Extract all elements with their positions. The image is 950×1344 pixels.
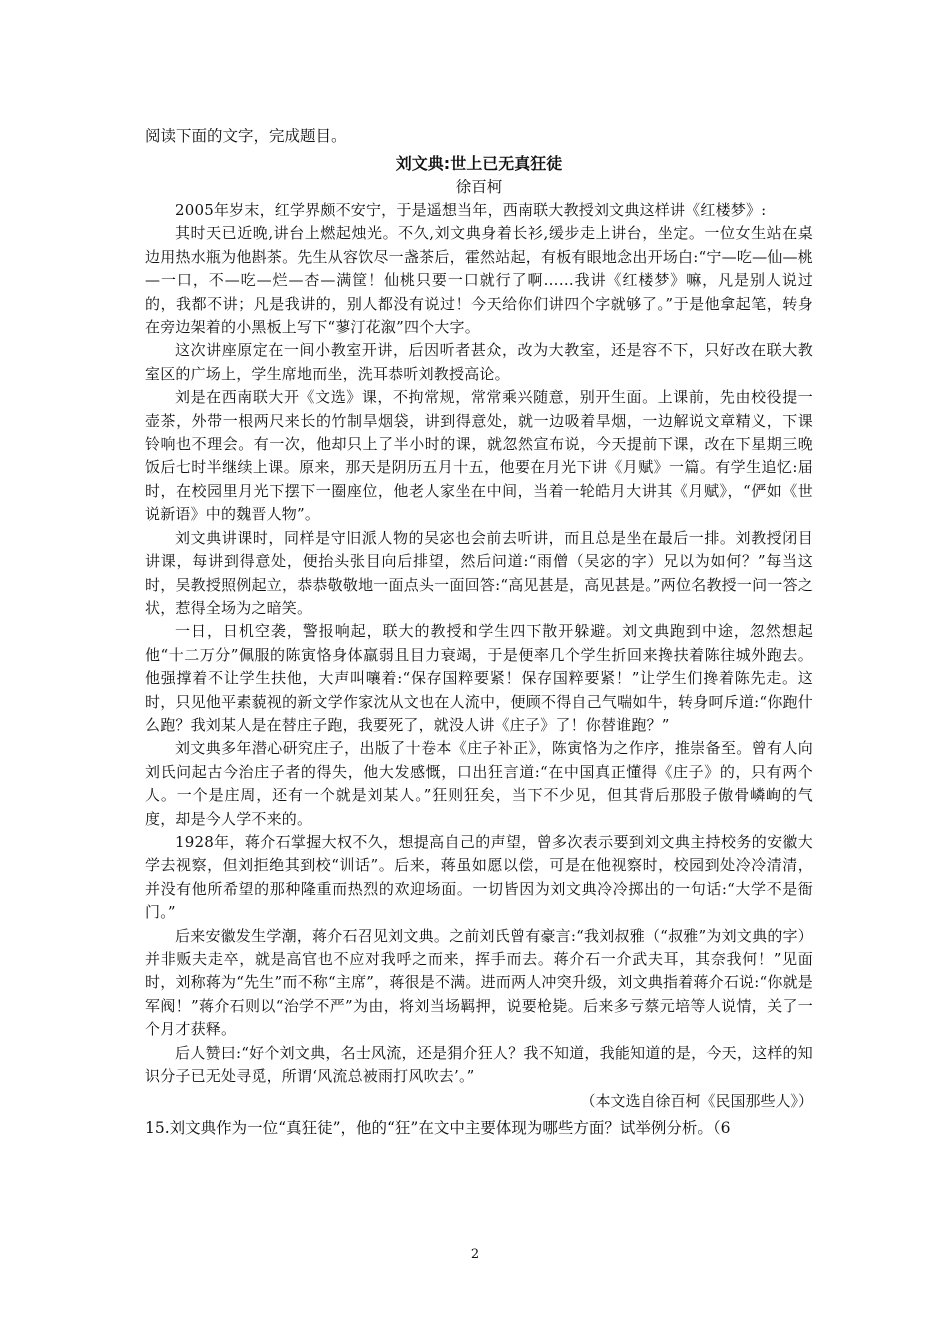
- paragraph-3: 这次讲座原定在一间小教室开讲，后因听者甚众，改为大教室，还是容不下，只好改在联大教室区的广场上，学生席地而坐，洗耳恭听刘教授高论。: [145, 341, 813, 383]
- paragraph-7: 刘文典多年潜心研究庄子，出版了十卷本《庄子补正》，陈寅恪为之作序，推崇备至。曾有人向刘氏问起古今治庄子者的得失，他大发感慨，口出狂言道:“在中国真正懂得《庄子》的，只有两个人。一个是庄周，还有一个就是刘某人。”狂则狂矣，当下不少见，但其背后那股子傲骨嶙峋的气度，却是今人学不来的。: [145, 739, 813, 828]
- article-author: 徐百柯: [455, 178, 503, 196]
- article-source: （本文选自徐百柯《民国那些人》）: [580, 1092, 813, 1111]
- paragraph-4: 刘是在西南联大开《文选》课，不拘常规，常常乘兴随意，别开生面。上课前，先由校役提一壶茶，外带一根两尺来长的竹制旱烟袋，讲到得意处，就一边吸着旱烟，一边解说文章精义，下课铃响也不理会。有一次，他却只上了半小时的课，就忽然宣布说，今天提前下课，改在下星期三晚饭后七时半继续上课。原来，那天是阴历五月十五，他要在月光下讲《月赋》一篇。有学生追忆:届时，在校园里月光下摆下一圈座位，他老人家坐在中间，当着一轮皓月大讲其《月赋》，“俨如《世说新语》中的魏晋人物”。: [145, 388, 813, 524]
- paragraph-1: 2005年岁末，红学界颇不安宁，于是遥想当年，西南联大教授刘文典这样讲《红楼梦》:: [175, 201, 767, 219]
- paragraph-10: 后人赞曰:“好个刘文典，名士风流，还是狷介狂人？我不知道，我能知道的是，今天，这样的知识分子已无处寻觅，所谓‘风流总被雨打风吹去’。”: [145, 1043, 813, 1086]
- paragraph-9: 后来安徽发生学潮，蒋介石召见刘文典。之前刘氏曾有豪言:“我刘叔雅（“叔雅”为刘文典的字）并非贩夫走卒，就是高官也不应对我呼之而来，挥手而去。蒋介石一介武夫耳，其奈我何！”见面时，刘称蒋为“先生”而不称“主席”，蒋很是不满。进而两人冲突升级，刘文典指着蒋介石说:“你就是军阀！”蒋介石则以“治学不严”为由，将刘当场羁押，说要枪毙。后来多亏蔡元培等人说情，关了一个月才获释。: [145, 926, 813, 1039]
- paragraph-2: 其时天已近晚,讲台上燃起烛光。不久,刘文典身着长衫,缓步走上讲台，坐定。一位女生站在桌边用热水瓶为他斟茶。先生从容饮尽一盏茶后，霍然站起，有板有眼地念出开场白:“宁—吃—仙—桃—一口，不—吃—烂—杏—满筐！仙桃只要一口就行了啊……我讲《红楼梦》嘛，凡是别人说过的，我都不讲；凡是我讲的，别人都没有说过！今天给你们讲四个字就够了。”于是他拿起笔，转身在旁边架着的小黑板上写下“蓼汀花溆”四个大字。: [145, 224, 813, 337]
- paragraph-5: 刘文典讲课时，同样是守旧派人物的吴宓也会前去听讲，而且总是坐在最后一排。刘教授闭目讲课，每讲到得意处，便抬头张目向后排望，然后问道:“雨僧（吴宓的字）兄以为如何？”每当这时，吴教授照例起立，恭恭敬敬地一面点头一面回答:“高见甚是，高见甚是。”两位名教授一问一答之状，惹得全场为之暗笑。: [145, 528, 813, 617]
- article-title: 刘文典:世上已无真狂徒: [395, 154, 563, 173]
- paragraph-8: 1928年，蒋介石掌握大权不久，想提高自己的声望，曾多次表示要到刘文典主持校务的安徽大学去视察，但刘拒绝其到校“训话”。后来，蒋虽如愿以偿，可是在他视察时，校园到处冷冷清清，并没有他所希望的那种隆重而热烈的欢迎场面。一切皆因为刘文典冷冷掷出的一句话:“大学不是衙门。”: [145, 832, 813, 922]
- document-body: [145, 118, 813, 1140]
- reading-instruction: 阅读下面的文字，完成题目。: [145, 127, 347, 145]
- page-number: 2: [470, 1247, 480, 1262]
- question-15: 15.刘文典作为一位“真狂徒”，他的“狂”在文中主要体现为哪些方面？试举例分析。（6: [145, 1118, 731, 1137]
- paragraph-6: 一日，日机空袭，警报响起，联大的教授和学生四下散开躲避。刘文典跑到中途，忽然想起他“十二万分”佩服的陈寅恪身体羸弱且目力衰竭，于是便率几个学生折回来搀扶着陈往城外跑去。他强撑着不让学生扶他，大声叫嚷着:“保存国粹要紧！保存国粹要紧！”让学生们搀着陈先走。这时，只见他平素藐视的新文学作家沈从文也在人流中，便顾不得自己气喘如牛，转身呵斥道:“你跑什么跑？我刘某人是在替庄子跑，我要死了，就没人讲《庄子》了！你替谁跑？”: [145, 622, 813, 734]
